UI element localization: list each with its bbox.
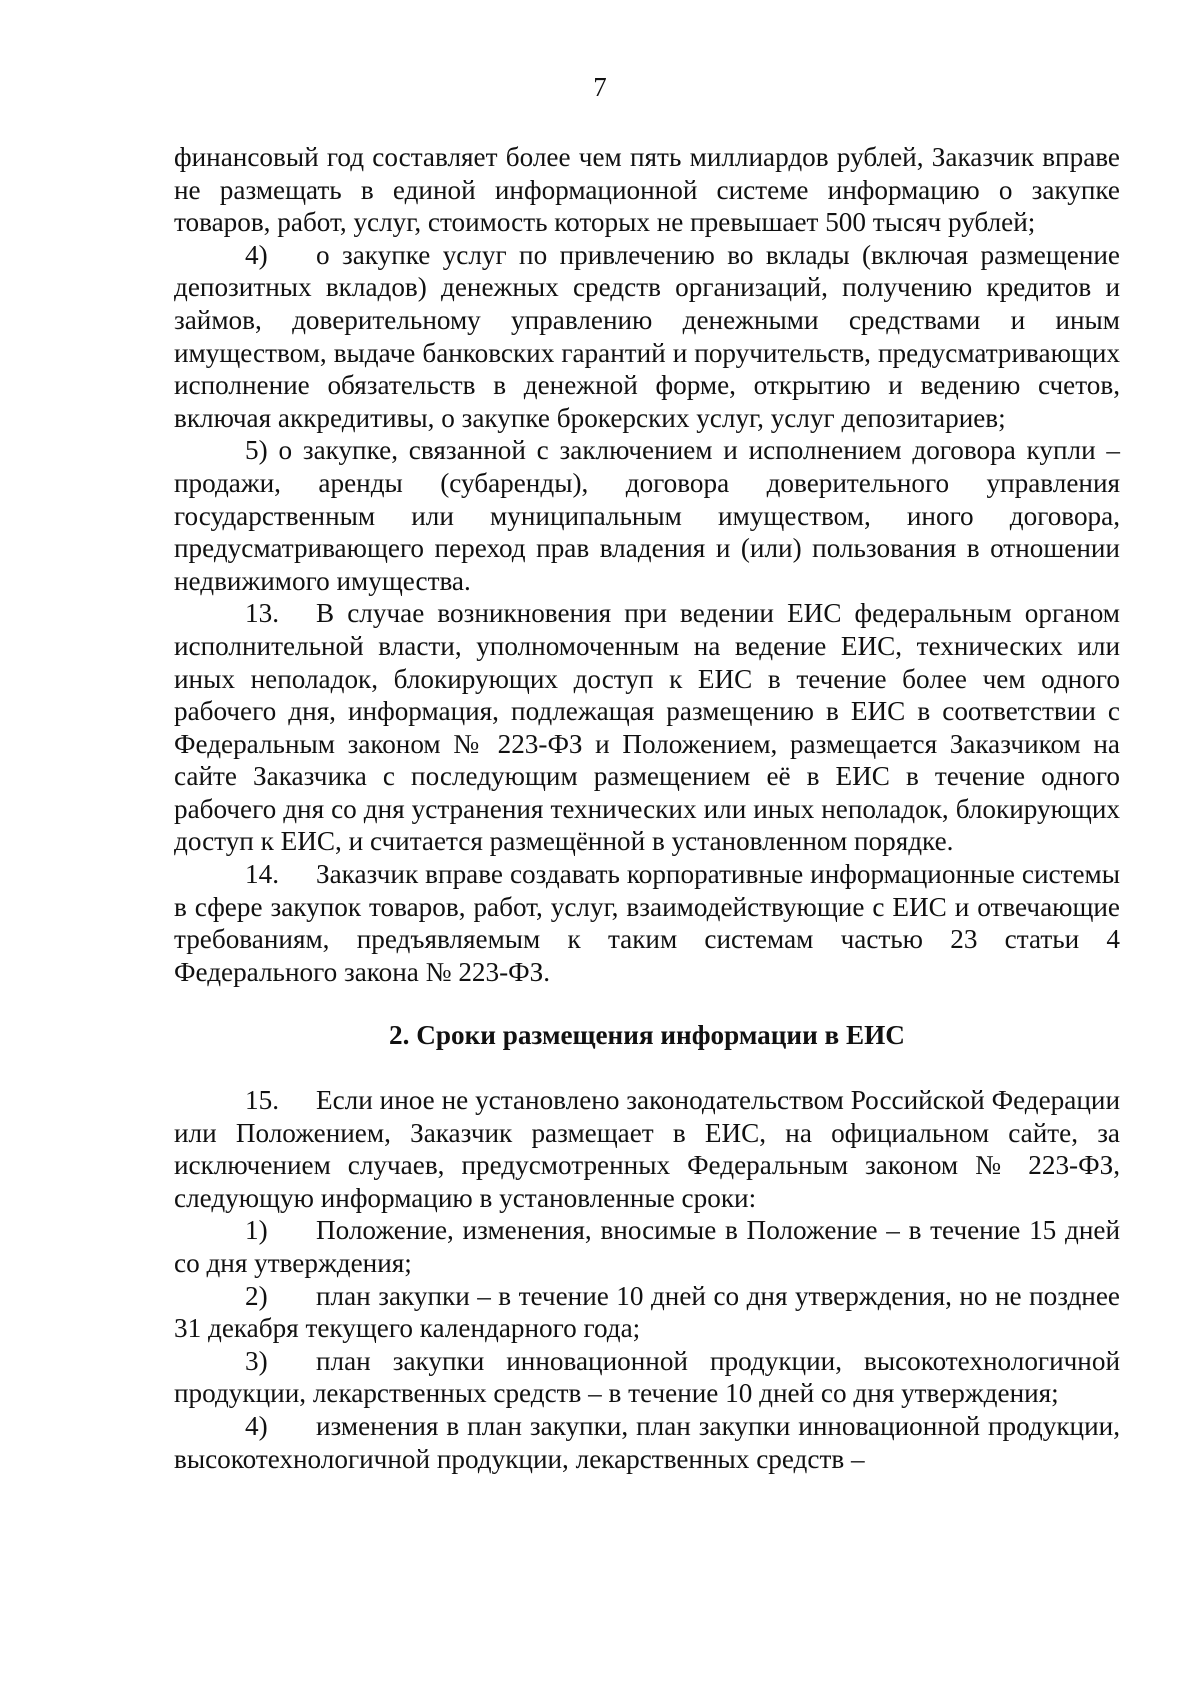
list-item-2 [174,1280,1120,1345]
section-heading: 2. Сроки размещения информации в ЕИС [389,1020,905,1051]
list-marker: 4) [245,239,268,270]
paragraph-continuation [174,141,1120,239]
clause-number: 15. [245,1085,279,1116]
list-item-4 [174,239,1120,435]
paragraph-text: изменения в план закупки, план закупки инновационной продукции, высокотехнологичной продукции, лекарственных средств – [174,1410,1120,1474]
paragraph-text: план закупки инновационной продукции, высокотехнологичной продукции, лекарственных средств – в течение 10 дней со дня утверждения; [174,1345,1120,1409]
page-number: 7 [593,72,607,102]
paragraph-text: Если иное не установлено законодательством Российской Федерации или Положением, Заказчик размещает в ЕИС, на официальном сайте, за исключением случаев, предусмотренных Федеральным законом № 223-ФЗ, следующую информацию в установленные сроки: [174,1085,1120,1213]
paragraph-text: финансовый год составляет более чем пять миллиардов рублей, Заказчик вправе не размещать в единой информационной системе информацию о закупке товаров, работ, услуг, стоимость которых не превышает 500 тысяч рублей; [174,142,1120,238]
list-item-5 [174,434,1120,597]
list-marker: 2) [245,1280,268,1311]
clause-number: 13. [245,598,279,629]
list-marker: 4) [245,1410,268,1441]
clause-15 [174,1084,1120,1214]
paragraph-text: Заказчик вправе создавать корпоративные информационные системы в сфере закупок товаров, работ, услуг, взаимодействующие с ЕИС и отвечающие требованиям, предъявляемым к таким системам частью 23 статьи 4 Федерального закона № 223-ФЗ. [174,859,1120,987]
clause-14 [174,858,1120,988]
list-marker: 3) [245,1345,268,1376]
paragraph-text: В случае возникновения при ведении ЕИС федеральным органом исполнительной власти, уполномоченным на ведение ЕИС, технических или иных неполадок, блокирующих доступ к ЕИС в течение более чем одного рабочего дня, информация, подлежащая размещению в ЕИС в соответствии с Федеральным законом № 223-ФЗ и Положением, размещается Заказчиком на сайте Заказчика с последующим размещением её в ЕИС в течение одного рабочего дня со дня устранения технических или иных неполадок, блокирующих доступ к ЕИС, и считается размещённой в установленном порядке. [174,598,1120,857]
list-item-1 [174,1214,1120,1279]
paragraph-text: план закупки – в течение 10 дней со дня утверждения, но не позднее 31 декабря текущего календарного года; [174,1280,1120,1344]
list-item-3 [174,1345,1120,1410]
clause-13 [174,597,1120,858]
list-item-4-bottom [174,1410,1120,1475]
document-body [174,141,1120,1475]
list-marker: 1) [245,1215,268,1246]
paragraph-text: о закупке услуг по привлечению во вклады (включая размещение депозитных вкладов) денежных средств организаций, получению кредитов и займов, доверительному управлению денежными средствами и иным имуществом, выдаче банковских гарантий и поручительств, предусматривающих исполнение обязательств в денежной форме, открытию и ведению счетов, включая аккредитивы, о закупке брокерских услуг, услуг депозитариев; [174,239,1120,433]
list-marker: 5) [245,435,268,466]
paragraph-text: о закупке, связанной с заключением и исполнением договора купли – продажи, аренды (субаренды), договора доверительного управления государственным или муниципальным имуществом, иного договора, предусматривающего переход прав владения и (или) пользования в отношении недвижимого имущества. [174,435,1121,596]
paragraph-text: Положение, изменения, вносимые в Положение – в течение 15 дней со дня утверждения; [174,1215,1120,1278]
clause-number: 14. [245,859,279,890]
